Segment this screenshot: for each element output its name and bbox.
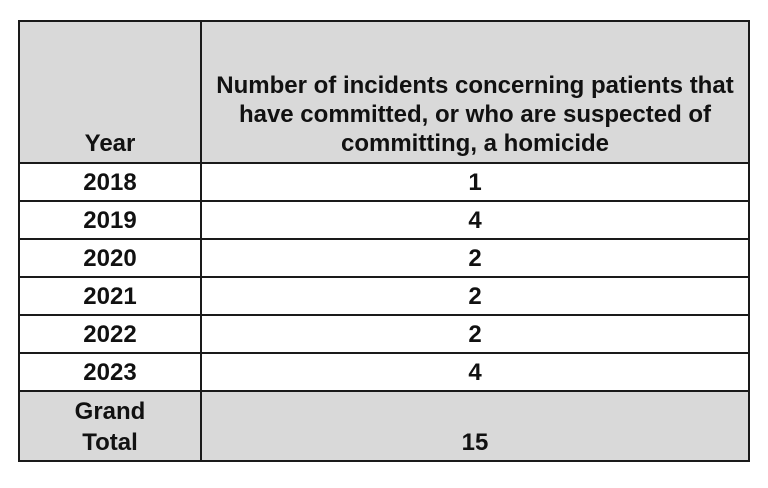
year-column-header: Year xyxy=(19,21,201,163)
grand-total-row xyxy=(19,391,749,461)
incidents-table xyxy=(18,20,750,462)
count-cell: 2 xyxy=(201,239,749,277)
year-cell: 2022 xyxy=(19,315,201,353)
table-row xyxy=(19,239,749,277)
year-cell: 2023 xyxy=(19,353,201,391)
grand-total-label: Grand Total xyxy=(74,398,146,456)
incident-count-column-header: Number of incidents concerning patients that have committed, or who are suspected of committing, a homicide xyxy=(201,21,749,163)
table-body xyxy=(19,163,749,391)
table-row xyxy=(19,315,749,353)
table-footer xyxy=(19,391,749,461)
grand-total-label-cell xyxy=(19,391,201,461)
count-cell: 1 xyxy=(201,163,749,201)
year-cell: 2021 xyxy=(19,277,201,315)
count-cell: 4 xyxy=(201,201,749,239)
grand-total-value: 15 xyxy=(201,391,749,461)
table-row xyxy=(19,277,749,315)
year-cell: 2020 xyxy=(19,239,201,277)
count-cell: 2 xyxy=(201,315,749,353)
year-cell: 2019 xyxy=(19,201,201,239)
header-row xyxy=(19,21,749,163)
table-row xyxy=(19,353,749,391)
count-cell: 4 xyxy=(201,353,749,391)
table-row xyxy=(19,201,749,239)
table-header xyxy=(19,21,749,163)
year-cell: 2018 xyxy=(19,163,201,201)
count-cell: 2 xyxy=(201,277,749,315)
table-row xyxy=(19,163,749,201)
